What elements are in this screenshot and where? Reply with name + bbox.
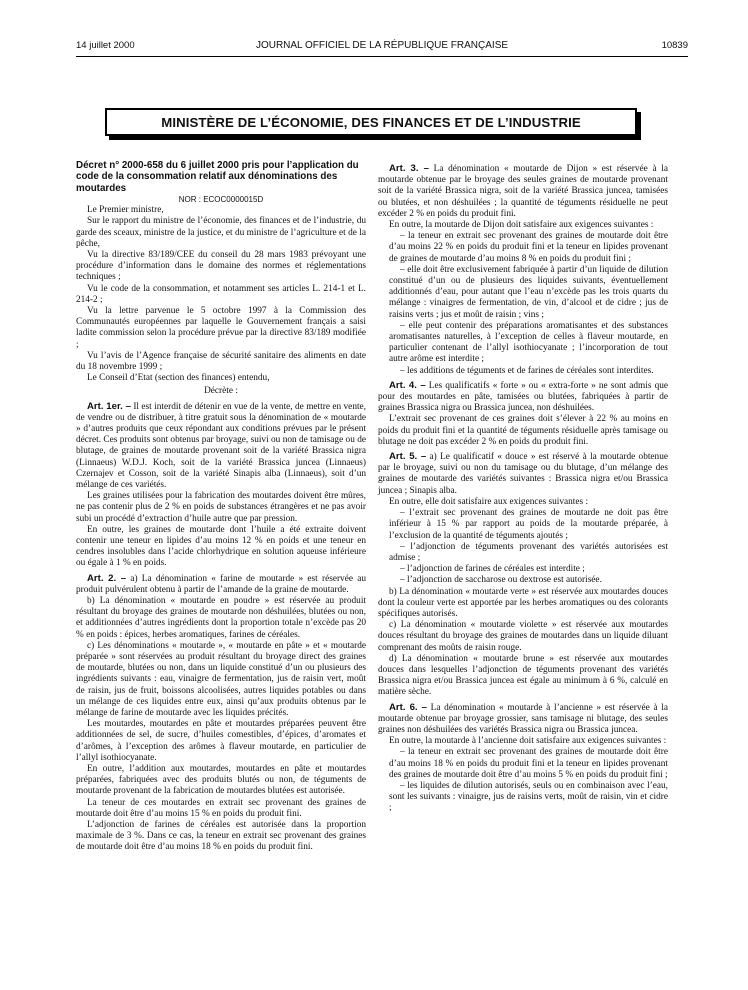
- paragraph-text: la teneur en extrait sec provenant des graines de moutarde doit être d’au moins 22 % en poids du produit fini et la teneur en lipides provenant de graines de moutarde d’au moins 8 % en poids du produit fini ;: [389, 231, 668, 264]
- paragraph: [76, 719, 366, 764]
- paragraph: [76, 596, 366, 641]
- list-item: [378, 542, 668, 564]
- article-number: Art. 5. –: [389, 451, 427, 463]
- paragraph-text: c) La dénomination « moutarde violette » est réservée aux moutardes douces résultant du broyage des graines de moutardes dans un liquide diluant comprenant des moûts de raisin rouge.: [378, 620, 668, 653]
- paragraph-text: a) Le qualificatif « douce » est réservé à la moutarde obtenue par le broyage, suivi ou non du tamisage ou du blutage, d’un mélange des graines de moutarde des variétés suivantes : Brassica nigra et/ou Brassica juncea ; Sinapis alba.: [378, 452, 668, 496]
- list-item: [378, 747, 668, 781]
- paragraph: [378, 220, 668, 231]
- decree-title: Décret n° 2000-658 du 6 juillet 2000 pris pour l’application du code de la consommation relatif aux dénominations des moutardes: [76, 160, 359, 194]
- paragraph-text: la teneur en extrait sec provenant des graines de moutarde doit être d’au moins 18 % en poids du produit fini et la teneur en lipides provenant des graines de moutarde doit être d’au moins 5 % en poids du produit fini ;: [389, 747, 668, 780]
- ministry-name: MINISTÈRE DE L’ÉCONOMIE, DES FINANCES ET DE L’INDUSTRIE: [161, 114, 581, 130]
- paragraph: [76, 798, 366, 820]
- paragraph-text: La dénomination « moutarde à l’ancienne » est réservée à la moutarde obtenue par broyage grossier, sans tamisage ni blutage, des seules graines non déshuilées des variétés Brassica nigra ou Brassica juncea.: [378, 702, 668, 735]
- article-number: Art. 2. –: [87, 572, 127, 584]
- paragraph: [378, 620, 668, 654]
- paragraph: [76, 250, 366, 284]
- left-column-body: [76, 205, 366, 854]
- article-paragraph: [378, 702, 668, 737]
- paragraph: [378, 736, 668, 747]
- paragraph: [76, 351, 366, 373]
- list-item: [378, 508, 668, 542]
- paragraph-text: c) Les dénominations « moutarde », « moutarde en pâte » et « moutarde préparée » sont réservées au produit résultant du broyage direct des graines de moutarde, blutées ou non, dans un liquide constitué d’un ou plusieurs des ingrédients suivants : eau, vinaigre de fermentation, jus de raisin vert, moût de raisin, jus de fruit, boissons alcoolisées, autres liquides potables ou dans un mélange de ces liquides entre eux, ainsi qu’aux produits obtenus par le mélange de farine de moutarde avec les liquides précités.: [76, 640, 366, 719]
- paragraph-text: En outre, la moutarde à l’ancienne doit satisfaire aux exigences suivantes :: [389, 736, 667, 747]
- paragraph: [76, 216, 366, 250]
- paragraph-text: l’adjonction de téguments provenant des variétés autorisées est admise ;: [389, 541, 669, 563]
- paragraph: [76, 525, 366, 570]
- article-paragraph: [76, 401, 366, 492]
- paragraph-text: elle doit être exclusivement fabriquée à partir d’un liquide de dilution constitué d’un ou de plusieurs des liquides suivants, éventuellement additionnés d’eau, pour autant que l’eau n’excède pas les trois quarts du mélange : vinaigres de fermentation, de vin, d’alcool et de cidre ; jus de raisins verts ; jus et moût de raisin ; vins ;: [389, 264, 668, 320]
- paragraph-text: a) La dénomination « farine de moutarde » est réservée au produit pulvérulent obtenu à partir de l’amande de la graine de moutarde.: [76, 573, 366, 595]
- paragraph-text: Il est interdit de détenir en vue de la vente, de mettre en vente, de vendre ou de distribuer, à titre gratuit sous la dénomination de « moutarde » d’autres produits que ceux répondant aux conditions prévues par le présent décret. Ces produits sont obtenus par broyage, suivi ou non de tamisage ou de blutage, de graines de moutarde provenant soit de la variété Brassica nigra (Linnaeus) W.D.J. Koch, soit de la variété Brassica juncea (Linnaeus) Czernajev et Cosson, soit de la variété Sinapis alba (Linnaeus), soit d’un mélange de ces variétés.: [76, 401, 366, 490]
- paragraph-text: Décrète :: [204, 386, 238, 397]
- paragraph: [76, 491, 366, 525]
- ministry-banner: [105, 108, 637, 136]
- paragraph-text: Vu le code de la consommation, et notamment ses articles L. 214-1 et L. 214-2 ;: [76, 283, 366, 305]
- paragraph: [76, 306, 366, 351]
- article-number: Art. 4. –: [389, 379, 426, 391]
- paragraph: [378, 587, 668, 621]
- paragraph-text: b) La dénomination « moutarde en poudre » est réservée au produit résultant du broyage des graines de moutarde non déshuilées, blutées ou non, et additionnées d’autres ingrédients dont la proportion totale n’excède pas 20 % en poids : épices, herbes aromatiques, farines de céréales.: [76, 596, 366, 640]
- article-paragraph: [378, 163, 668, 220]
- paragraph: [378, 654, 668, 699]
- list-item: [378, 265, 668, 321]
- header-date: 14 juillet 2000: [76, 40, 135, 51]
- paragraph-text: Les qualificatifs « forte » ou « extra-forte » ne sont admis que pour des moutardes en pâte, tamisées ou blutées, fabriquées à partir de graines Brassica nigra ou Brassica juncea, non déshuilées.: [378, 380, 668, 414]
- paragraph-text: La dénomination « moutarde de Dijon » est réservée à la moutarde obtenue par le broyage des seules graines de moutarde provenant soit de la variété Brassica nigra, soit de la variété Brassica juncea, tamisées ou blutées, et non déshuilées ; la quantité de téguments résiduelle ne peut excéder 2 % en poids du produit fini.: [378, 164, 668, 219]
- paragraph-text: Vu la lettre parvenue le 5 octobre 1997 à la Commission des Communautés européennes par laquelle le Gouvernement français a saisi ladite commission selon la procédure prévue par la directive 83/189 modifiée ;: [76, 305, 366, 350]
- list-item: [378, 321, 668, 366]
- paragraph-text: elle peut contenir des préparations aromatisantes et des substances aromatisantes naturelles, à l’exception de celles à flaveur moutarde, en particulier contenant de l’allyl isothiocyanate ; l’incorporation de tout autre arôme est interdite ;: [389, 320, 668, 365]
- paragraph-text: Vu la directive 83/189/CEE du conseil du 28 mars 1983 prévoyant une procédure d’information dans le domaine des normes et réglementations techniques ;: [76, 249, 366, 283]
- paragraph-text: l’adjonction de saccharose ou dextrose est autorisée.: [406, 575, 602, 586]
- page-header: [76, 40, 688, 56]
- paragraph-text: l’extrait sec provenant des graines de moutarde ne doit pas être inférieur à 15 % par rapport au poids de la moutarde préparée, à l’exclusion de la quantité de téguments ajoutés ;: [389, 508, 668, 541]
- paragraph-text: En outre, l’addition aux moutardes, moutardes en pâte et moutardes préparées, fabriquées avec des produits blutés ou non, de téguments de moutarde provenant de la fabrication de moutardes blutées est autorisée.: [76, 764, 366, 797]
- paragraph-text: b) La dénomination « moutarde verte » est réservée aux moutardes douces dont la couleur verte est apportée par les herbes aromatiques ou des colorants spécifiques autorisés.: [378, 586, 668, 619]
- list-item: [378, 231, 668, 265]
- paragraph: [378, 497, 668, 508]
- paragraph-text: Le Premier ministre,: [87, 205, 164, 216]
- paragraph-text: Sur le rapport du ministre de l’économie, des finances et de l’industrie, du garde des sceaux, ministre de la justice, et du ministre de l’agriculture et de la pêche,: [76, 216, 366, 249]
- paragraph: [76, 641, 366, 719]
- paragraph-text: La teneur de ces moutardes en extrait sec provenant des graines de moutarde doit être d’au moins 15 % en poids du produit fini.: [76, 797, 366, 819]
- paragraph-text: Les graines utilisées pour la fabrication des moutardes doivent être mûres, ne pas contenir plus de 2 % en poids de substances étrangères et ne pas avoir subi un procédé d’extraction d’huile autre que par pression.: [76, 491, 366, 524]
- article-number: Art. 3. –: [389, 163, 429, 174]
- list-item: [378, 781, 668, 815]
- list-item: [378, 366, 668, 377]
- journal-title: JOURNAL OFFICIEL DE LA RÉPUBLIQUE FRANÇAISE: [255, 40, 509, 51]
- paragraph: [378, 414, 668, 448]
- left-column: [76, 160, 366, 854]
- paragraph-text: Le Conseil d’Etat (section des finances) entendu,: [87, 373, 270, 384]
- paragraph: [76, 820, 366, 854]
- page-number: 10839: [661, 40, 688, 51]
- paragraph-text: l’adjonction de farines de céréales est interdite ;: [406, 564, 585, 575]
- paragraph-text: En outre, la moutarde de Dijon doit satisfaire aux exigences suivantes :: [389, 220, 654, 231]
- paragraph-text: En outre, elle doit satisfaire aux exigences suivantes :: [389, 496, 589, 507]
- right-column: [378, 160, 668, 815]
- article-number: Art. 1er. –: [87, 400, 131, 412]
- header-rule: [76, 56, 688, 57]
- paragraph-text: L’extrait sec provenant de ces graines doit s’élever à 22 % au moins en poids du produit fini et la quantité de téguments résiduelle après tamisage ou blutage ne doit pas excéder 2 % en poids du produit fini.: [378, 414, 668, 447]
- decrete-heading: [76, 386, 366, 397]
- paragraph-text: Les moutardes, moutardes en pâte et moutardes préparées peuvent être additionnées de sel, de sucre, d’huiles comestibles, d’épices, d’aromates et d’arômes, à l’exception des arômes à flaveur moutarde, en particulier de l’allyl isothiocyanate.: [76, 719, 366, 763]
- article-paragraph: [76, 573, 366, 596]
- paragraph-text: Vu l’avis de l’Agence française de sécurité sanitaire des aliments en date du 18 novembre 1999 ;: [76, 350, 366, 372]
- list-item: [378, 575, 668, 586]
- paragraph-text: En outre, les graines de moutarde dont l’huile a été extraite doivent contenir une teneur en lipides d’au moins 12 % en poids et une teneur en cendres insolubles dans l’acide chlorhydrique en solution aqueuse inférieure ou égale à 1 % en poids.: [76, 524, 366, 569]
- paragraph: [76, 205, 366, 216]
- article-paragraph: [378, 451, 668, 497]
- paragraph-text: les liquides de dilution autorisés, seuls ou en combinaison avec l’eau, sont les suivants : vinaigre, jus de raisins verts, moût de raisin, vin et cidre ;: [389, 780, 668, 814]
- paragraph-text: L’adjonction de farines de céréales est autorisée dans la proportion maximale de 3 %. Dans ce cas, la teneur en extrait sec provenant des graines de moutarde doit être d’au moins 18 % en poids du produit fini.: [76, 820, 366, 853]
- right-column-body: [378, 163, 668, 815]
- paragraph-text: d) La dénomination « moutarde brune » est réservée aux moutardes douces dans lesquelles l’adjonction de téguments provenant des variétés Brassica nigra et/ou Brassica juncea est égale au minimum à 6 %, calculé en matière sèche.: [378, 653, 668, 698]
- article-paragraph: [378, 380, 668, 415]
- paragraph: [76, 764, 366, 798]
- decree-nor: NOR : ECOC0000015D: [178, 194, 264, 204]
- paragraph-text: les additions de téguments et de farines de céréales sont interdites.: [406, 365, 654, 376]
- article-number: Art. 6. –: [389, 701, 427, 713]
- paragraph: [76, 284, 366, 306]
- paragraph: [76, 373, 366, 384]
- list-item: [378, 564, 668, 575]
